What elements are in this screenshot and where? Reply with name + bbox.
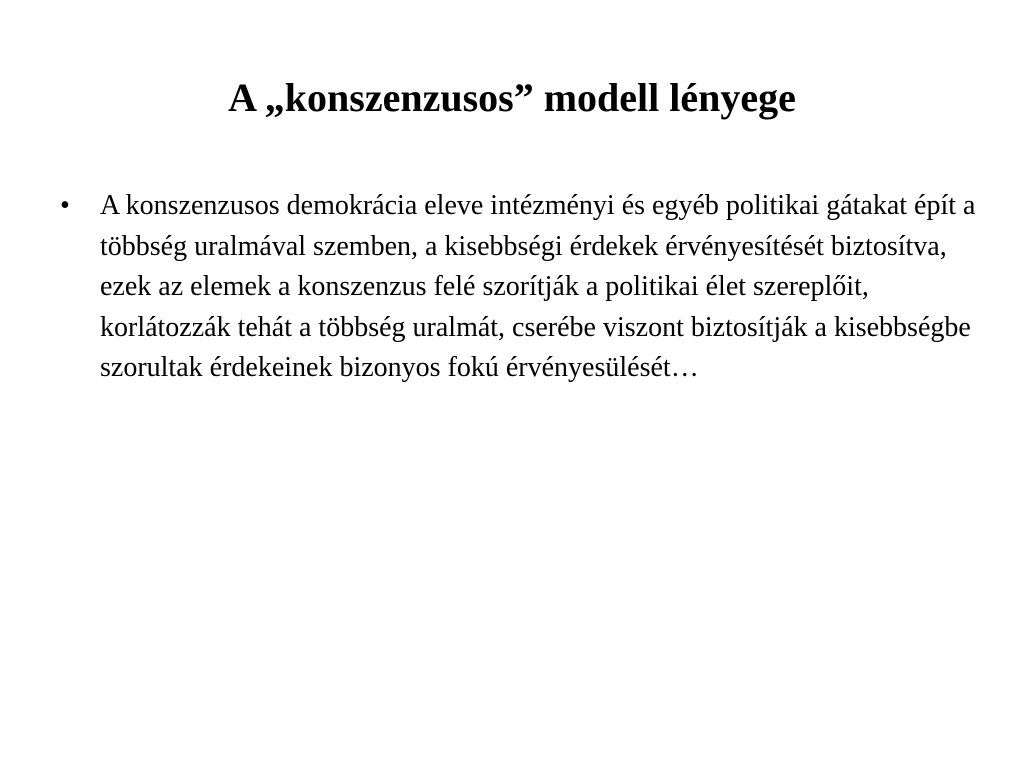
bullet-marker: • xyxy=(60,190,70,221)
bullet-item xyxy=(60,186,980,389)
bullet-list xyxy=(60,186,980,389)
bullet-text: A konszenzusos demokrácia eleve intézményi és egyéb politikai gátakat épít a többség uralmával szemben, a kisebbségi érdekek érvényesítését biztosítva, ezek az elemek a konszenzus felé szorítják a politikai élet szereplőit, korlátozzák tehát a többség uralmát, cserébe viszont biztosítják a kisebbségbe szorultak érdekeinek bizonyos fokú érvényesülését… xyxy=(100,190,976,383)
slide-title: A „konszenzusos” modell lényege xyxy=(228,75,796,120)
